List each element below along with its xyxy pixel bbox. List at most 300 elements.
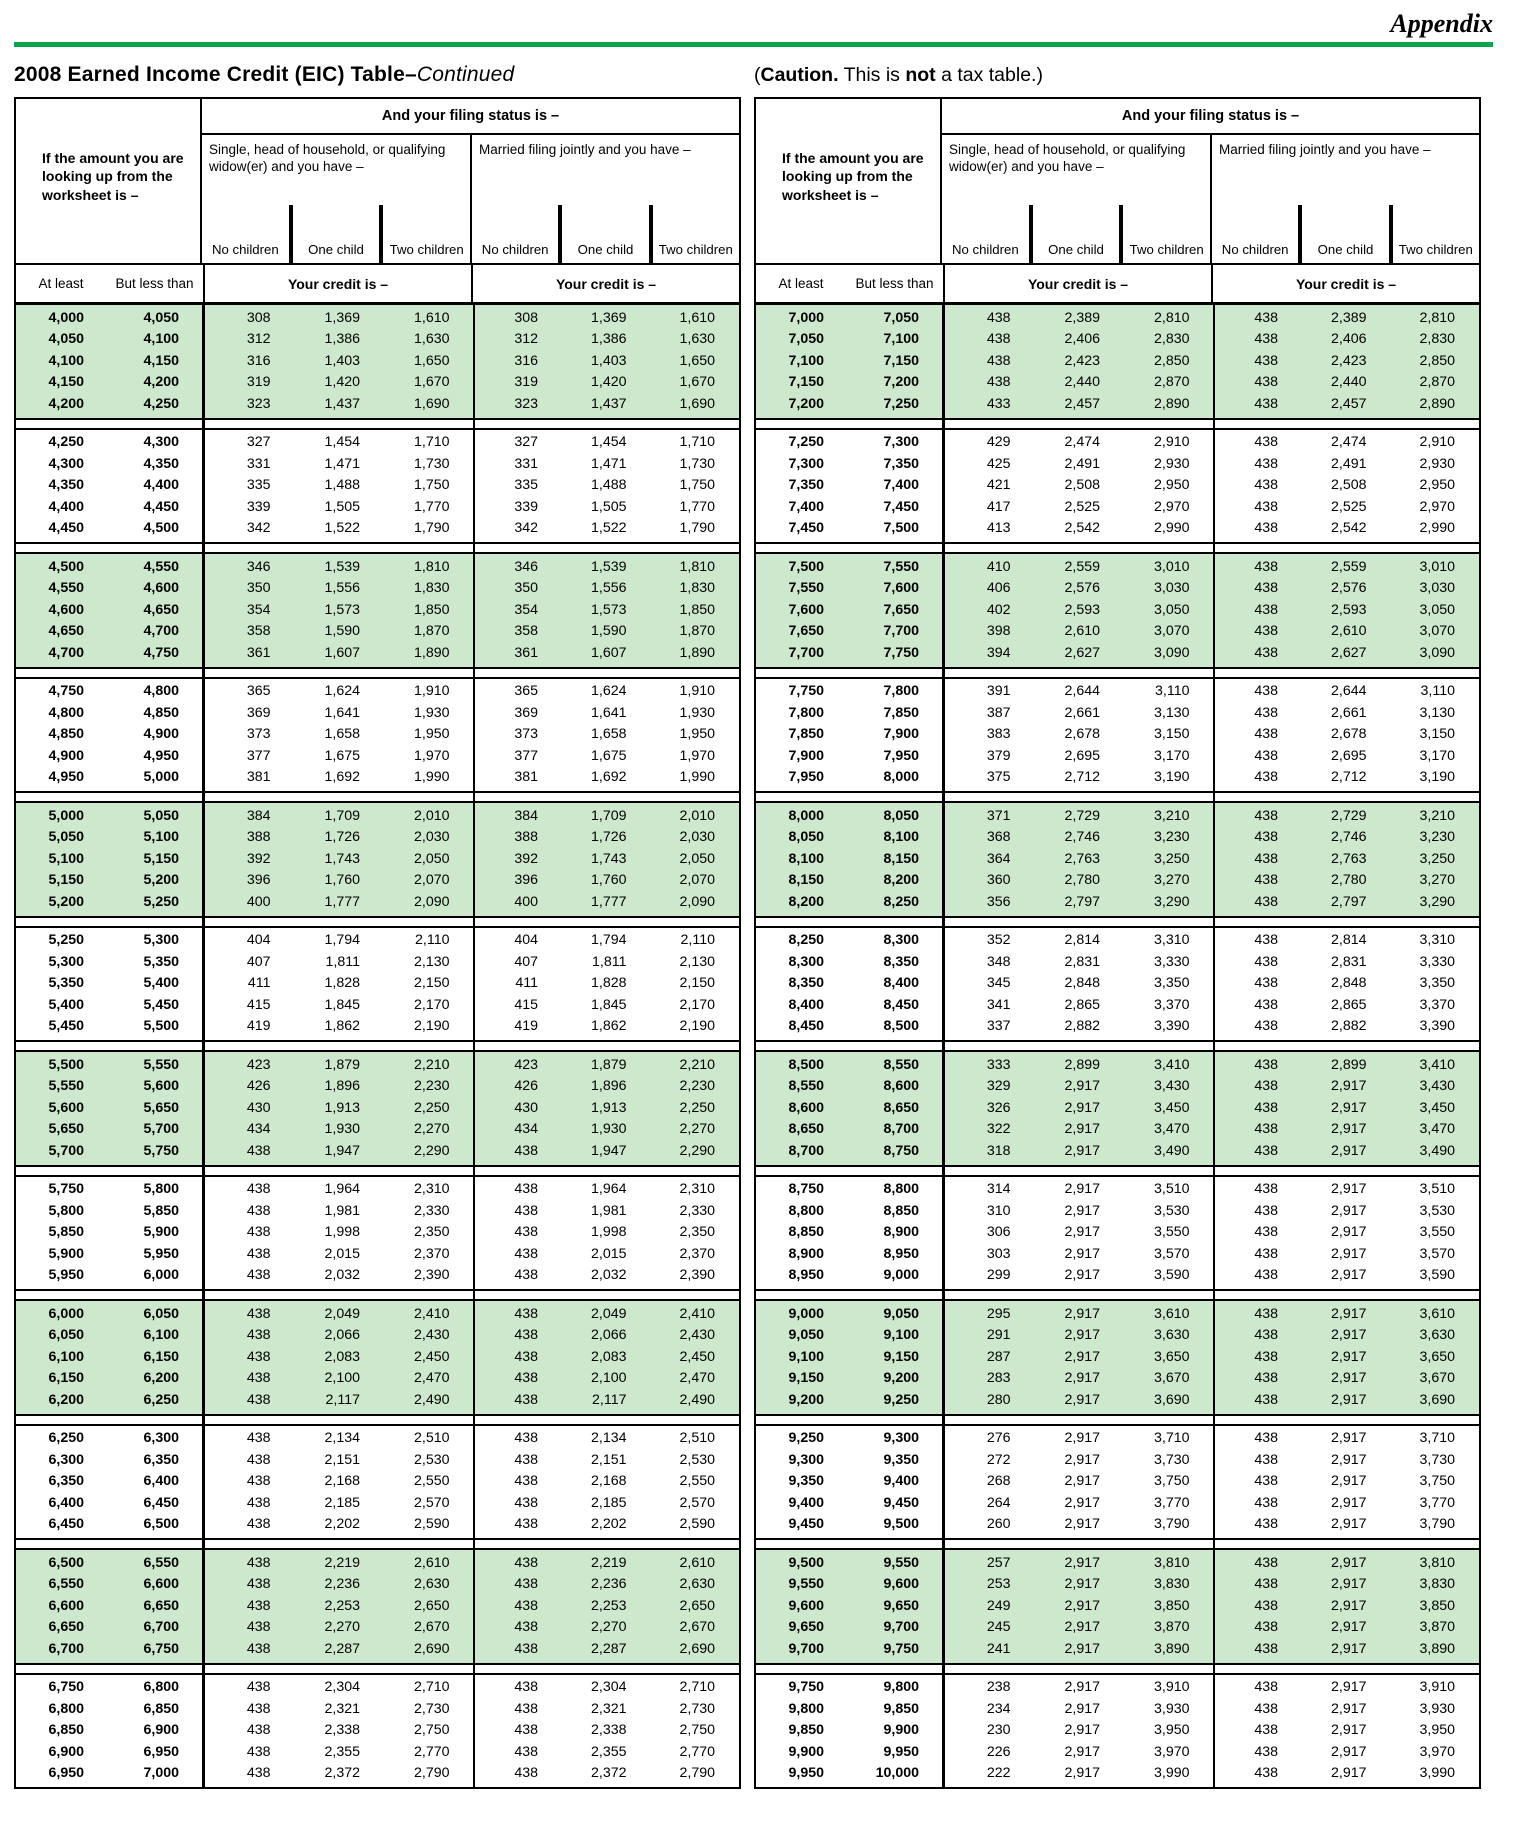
credit-cell: 2,770 <box>413 1743 450 1760</box>
credit-cell: 238 <box>986 1679 1011 1696</box>
amount-cell: 9,400 <box>788 1494 824 1511</box>
credit-cell: 2,150 <box>413 975 450 992</box>
credit-cell: 434 <box>246 1121 271 1138</box>
credit-cell: 1,950 <box>679 726 715 743</box>
amount-cell: 5,300 <box>143 932 179 949</box>
credit-cell: 2,130 <box>413 953 450 970</box>
credit-cell: 438 <box>514 1494 538 1511</box>
amount-cell: 9,000 <box>788 1305 824 1322</box>
credit-cell: 2,610 <box>1064 623 1100 640</box>
credit-cell: 1,890 <box>679 644 715 661</box>
credit-cell: 438 <box>1254 558 1278 575</box>
credit-cell: 358 <box>514 623 538 640</box>
amount-cell: 6,500 <box>143 1516 179 1533</box>
credit-cell: 1,610 <box>413 309 450 326</box>
credit-cell: 375 <box>986 769 1011 786</box>
credit-cell: 1,670 <box>413 374 450 391</box>
eic-table-row <box>16 307 739 329</box>
amount-cell: 8,250 <box>788 932 824 949</box>
credit-cell: 253 <box>986 1576 1011 1593</box>
amount-cell: 8,050 <box>788 829 824 846</box>
eic-table-row <box>16 1346 739 1368</box>
amount-cell: 6,350 <box>143 1451 179 1468</box>
credit-cell: 373 <box>514 726 538 743</box>
amount-cell: 8,850 <box>883 1202 919 1219</box>
credit-cell: 2,304 <box>590 1679 627 1696</box>
amount-cell: 4,700 <box>48 644 84 661</box>
eic-table-row <box>16 1200 739 1222</box>
credit-cell: 2,338 <box>324 1722 360 1739</box>
credit-cell: 2,850 <box>1153 352 1190 369</box>
credit-cell: 438 <box>246 1391 271 1408</box>
credit-cell: 2,917 <box>1330 1722 1367 1739</box>
credit-cell: 2,917 <box>1330 1494 1367 1511</box>
col-one-child: One child <box>289 205 380 264</box>
amount-cell: 4,050 <box>143 309 179 326</box>
credit-cell: 2,917 <box>1064 1430 1100 1447</box>
eic-row-group <box>16 1175 739 1292</box>
eic-table-row <box>16 518 739 540</box>
credit-cell: 2,730 <box>413 1700 450 1717</box>
amount-cell: 5,350 <box>143 953 179 970</box>
eic-table-row <box>756 1471 1479 1493</box>
table-body <box>756 305 1479 1787</box>
credit-cell: 241 <box>986 1640 1011 1657</box>
credit-cell: 1,981 <box>590 1202 627 1219</box>
left-title-continued: Continued <box>416 63 515 87</box>
credit-cell: 2,015 <box>590 1245 627 1262</box>
credit-cell: 438 <box>246 1430 271 1447</box>
credit-cell: 2,917 <box>1330 1554 1367 1571</box>
amount-cell: 6,800 <box>48 1700 84 1717</box>
credit-cell: 2,870 <box>1419 374 1455 391</box>
credit-cell: 2,304 <box>324 1679 360 1696</box>
amount-cell: 9,000 <box>883 1267 919 1284</box>
amount-cell: 6,950 <box>48 1765 84 1782</box>
credit-cell: 407 <box>514 953 538 970</box>
credit-cell: 2,930 <box>1419 455 1455 472</box>
credit-cell: 2,810 <box>1419 309 1455 326</box>
credit-cell: 2,917 <box>1064 1619 1100 1636</box>
credit-cell: 2,917 <box>1064 1391 1100 1408</box>
col-one-child: One child <box>1029 205 1120 264</box>
credit-cell: 404 <box>514 932 538 949</box>
credit-cell: 1,930 <box>679 704 715 721</box>
credit-cell: 3,210 <box>1153 807 1190 824</box>
credit-cell: 406 <box>986 580 1011 597</box>
amount-cell: 7,950 <box>788 769 824 786</box>
credit-cell: 438 <box>246 1267 271 1284</box>
filing-status-section <box>942 99 1479 263</box>
but-less-than-label: But less than <box>106 265 205 302</box>
amount-cell: 7,550 <box>883 558 919 575</box>
amount-cell: 9,250 <box>788 1430 824 1447</box>
credit-cell: 3,730 <box>1419 1451 1455 1468</box>
credit-cell: 3,970 <box>1153 1743 1190 1760</box>
credit-cell: 2,491 <box>1330 455 1367 472</box>
credit-cell: 2,270 <box>590 1619 627 1636</box>
eic-row-group <box>756 1050 1479 1167</box>
credit-cell: 3,850 <box>1419 1597 1455 1614</box>
col-no-children: No children <box>481 242 549 258</box>
credit-cell: 2,848 <box>1064 975 1100 992</box>
amount-cell: 5,150 <box>143 850 179 867</box>
credit-cell: 2,550 <box>679 1473 715 1490</box>
credit-cell: 2,287 <box>324 1640 360 1657</box>
credit-cell: 438 <box>1254 1224 1278 1241</box>
credit-cell: 2,910 <box>1153 434 1190 451</box>
amount-cell: 6,500 <box>48 1554 84 1571</box>
amount-cell: 7,050 <box>883 309 919 326</box>
credit-cell: 1,624 <box>324 683 360 700</box>
credit-cell: 3,110 <box>1420 683 1455 700</box>
eic-table-row <box>756 681 1479 703</box>
credit-cell: 312 <box>514 331 538 348</box>
eic-table-row <box>16 475 739 497</box>
credit-cell: 3,070 <box>1419 623 1455 640</box>
eic-table-row <box>16 1054 739 1076</box>
credit-cell: 1,369 <box>590 309 627 326</box>
credit-cell: 411 <box>247 975 271 992</box>
amount-cell: 5,900 <box>143 1224 179 1241</box>
credit-cell: 339 <box>514 498 538 515</box>
credit-cell: 3,710 <box>1153 1430 1190 1447</box>
credit-cell: 3,370 <box>1153 996 1190 1013</box>
credit-cell: 2,690 <box>413 1640 450 1657</box>
credit-cell: 3,530 <box>1419 1202 1455 1219</box>
credit-cell: 2,250 <box>679 1099 715 1116</box>
credit-cell: 2,015 <box>324 1245 360 1262</box>
credit-cell: 2,202 <box>324 1516 360 1533</box>
credit-cell: 438 <box>1254 747 1278 764</box>
credit-cell: 2,474 <box>1330 434 1367 451</box>
amount-cell: 4,650 <box>48 623 84 640</box>
credit-cell: 2,440 <box>1064 374 1100 391</box>
eic-row-group <box>16 677 739 794</box>
credit-cell: 1,471 <box>590 455 627 472</box>
credit-cell: 438 <box>1254 477 1278 494</box>
eic-row-group <box>756 1175 1479 1292</box>
credit-cell: 2,917 <box>1064 1451 1100 1468</box>
credit-cell: 2,917 <box>1064 1181 1100 1198</box>
credit-cell: 1,870 <box>413 623 450 640</box>
credit-cell: 2,917 <box>1064 1142 1100 1159</box>
credit-cell: 438 <box>1254 1473 1278 1490</box>
credit-cell: 407 <box>246 953 271 970</box>
amount-cell: 9,450 <box>883 1494 919 1511</box>
credit-cell: 438 <box>1254 1056 1278 1073</box>
credit-cell: 2,917 <box>1064 1078 1100 1095</box>
credit-cell: 1,692 <box>324 769 360 786</box>
eic-table-row <box>756 496 1479 518</box>
amount-cell: 4,150 <box>143 352 179 369</box>
amount-cell: 7,550 <box>788 580 824 597</box>
eic-table-row <box>16 1016 739 1038</box>
credit-cell: 1,650 <box>413 352 450 369</box>
amount-cell: 4,450 <box>48 520 84 537</box>
credit-cell: 1,709 <box>324 807 360 824</box>
eic-table-row <box>756 1595 1479 1617</box>
amount-cell: 5,250 <box>48 932 84 949</box>
credit-cell: 438 <box>1254 1181 1278 1198</box>
credit-cell: 2,910 <box>1419 434 1455 451</box>
credit-cell: 2,049 <box>590 1305 627 1322</box>
credit-cell: 2,410 <box>413 1305 450 1322</box>
credit-cell: 3,350 <box>1419 975 1455 992</box>
eic-row-group <box>16 1548 739 1665</box>
credit-cell: 438 <box>514 1679 538 1696</box>
credit-cell: 2,917 <box>1330 1597 1367 1614</box>
amount-cell: 8,900 <box>788 1245 824 1262</box>
credit-cell: 3,190 <box>1419 769 1455 786</box>
credit-cell: 3,330 <box>1419 953 1455 970</box>
credit-cell: 438 <box>1254 434 1278 451</box>
credit-cell: 1,670 <box>679 374 715 391</box>
credit-cell: 438 <box>246 1327 271 1344</box>
credit-cell: 2,321 <box>324 1700 360 1717</box>
col-two-children: Two children <box>649 205 739 264</box>
credit-cell: 438 <box>246 1348 271 1365</box>
col-two-children: Two children <box>1119 205 1210 264</box>
credit-cell: 3,610 <box>1153 1305 1190 1322</box>
amount-cell: 9,750 <box>788 1679 824 1696</box>
credit-cell: 268 <box>986 1473 1011 1490</box>
credit-cell: 295 <box>986 1305 1011 1322</box>
credit-cell: 1,420 <box>324 374 360 391</box>
credit-cell: 2,290 <box>679 1142 715 1159</box>
amount-cell: 7,150 <box>788 374 824 391</box>
credit-cell: 438 <box>1254 601 1278 618</box>
credit-cell: 316 <box>246 352 271 369</box>
credit-cell: 438 <box>1254 1722 1278 1739</box>
amount-cell: 6,200 <box>143 1370 179 1387</box>
credit-cell: 2,070 <box>413 872 450 889</box>
credit-cell: 360 <box>986 872 1011 889</box>
eic-table-row <box>16 1119 739 1141</box>
credit-cell: 3,010 <box>1419 558 1455 575</box>
credit-cell: 438 <box>246 1181 271 1198</box>
credit-cell: 1,896 <box>590 1078 627 1095</box>
eic-table-row <box>756 805 1479 827</box>
amount-cell: 6,900 <box>48 1743 84 1760</box>
credit-cell: 2,917 <box>1064 1722 1100 1739</box>
credit-cell: 438 <box>1254 1619 1278 1636</box>
credit-cell: 404 <box>246 932 271 949</box>
amount-cell: 7,300 <box>883 434 919 451</box>
credit-cell: 2,797 <box>1330 893 1367 910</box>
credit-cell: 1,947 <box>590 1142 627 1159</box>
credit-cell: 423 <box>246 1056 271 1073</box>
eic-table-row <box>756 1200 1479 1222</box>
credit-cell: 438 <box>514 1305 538 1322</box>
amount-cell: 8,500 <box>788 1056 824 1073</box>
credit-cell: 1,870 <box>679 623 715 640</box>
credit-cell: 331 <box>514 455 538 472</box>
eic-row-group <box>16 1424 739 1541</box>
credit-cell: 3,010 <box>1153 558 1190 575</box>
credit-cell: 2,917 <box>1330 1700 1367 1717</box>
credit-cell: 249 <box>986 1597 1011 1614</box>
amount-cell: 8,650 <box>788 1121 824 1138</box>
eic-table-row <box>756 1677 1479 1699</box>
amount-cell: 4,350 <box>143 455 179 472</box>
eic-table-row <box>756 1368 1479 1390</box>
eic-row-group <box>756 801 1479 918</box>
credit-cell: 434 <box>514 1121 538 1138</box>
amount-cell: 9,700 <box>883 1619 919 1636</box>
amount-cell: 9,900 <box>788 1743 824 1760</box>
credit-cell: 387 <box>986 704 1011 721</box>
amount-cell: 8,750 <box>788 1181 824 1198</box>
amount-cell: 8,950 <box>788 1267 824 1284</box>
amount-cell: 7,000 <box>143 1765 179 1782</box>
credit-cell: 323 <box>514 395 538 412</box>
eic-table-row <box>16 1097 739 1119</box>
credit-cell: 2,576 <box>1064 580 1100 597</box>
eic-table-row <box>756 475 1479 497</box>
amount-cell: 7,750 <box>788 683 824 700</box>
credit-cell: 1,830 <box>679 580 715 597</box>
credit-cell: 1,386 <box>590 331 627 348</box>
credit-cell: 3,450 <box>1419 1099 1455 1116</box>
eic-table-row <box>756 1016 1479 1038</box>
credit-cell: 1,910 <box>679 683 715 700</box>
credit-cell: 1,811 <box>325 953 360 970</box>
credit-cell: 2,610 <box>1330 623 1367 640</box>
credit-cell: 2,150 <box>679 975 715 992</box>
credit-cell: 2,917 <box>1330 1516 1367 1533</box>
amount-cell: 6,200 <box>48 1391 84 1408</box>
credit-cell: 3,070 <box>1153 623 1190 640</box>
eic-table-row <box>756 973 1479 995</box>
credit-cell: 2,917 <box>1064 1743 1100 1760</box>
credit-cell: 438 <box>1254 1765 1278 1782</box>
credit-cell: 3,150 <box>1419 726 1455 743</box>
credit-cell: 3,570 <box>1153 1245 1190 1262</box>
credit-cell: 2,678 <box>1330 726 1367 743</box>
married-column-group <box>470 135 739 264</box>
credit-cell: 2,627 <box>1064 644 1100 661</box>
eic-row-group <box>756 677 1479 794</box>
credit-cell: 2,831 <box>1330 953 1367 970</box>
credit-cell: 2,917 <box>1064 1224 1100 1241</box>
credit-cell: 2,389 <box>1064 309 1100 326</box>
credit-cell: 438 <box>1254 1245 1278 1262</box>
credit-cell: 2,372 <box>590 1765 627 1782</box>
credit-cell: 1,488 <box>590 477 627 494</box>
credit-cell: 438 <box>1254 1018 1278 1035</box>
credit-cell: 358 <box>246 623 271 640</box>
eic-table-row <box>756 767 1479 789</box>
credit-cell: 3,270 <box>1153 872 1190 889</box>
amount-cell: 6,250 <box>48 1430 84 1447</box>
eic-table-row <box>756 1303 1479 1325</box>
credit-cell: 1,658 <box>324 726 360 743</box>
credit-cell: 2,970 <box>1419 498 1455 515</box>
eic-row-group <box>756 552 1479 669</box>
credit-cell: 3,210 <box>1419 807 1455 824</box>
credit-cell: 438 <box>1254 1099 1278 1116</box>
but-less-than-label: But less than <box>846 265 945 302</box>
eic-table-row <box>756 1741 1479 1763</box>
amount-cell: 8,400 <box>788 996 824 1013</box>
credit-cell: 322 <box>986 1121 1011 1138</box>
eic-table-row <box>756 1428 1479 1450</box>
credit-cell: 3,950 <box>1419 1722 1455 1739</box>
credit-cell: 2,610 <box>679 1554 715 1571</box>
filing-status-section <box>202 99 739 263</box>
credit-cell: 260 <box>986 1516 1011 1533</box>
amount-cell: 4,350 <box>48 477 84 494</box>
credit-cell: 3,330 <box>1153 953 1190 970</box>
col-no-children: No children <box>211 242 279 258</box>
credit-cell: 342 <box>246 520 271 537</box>
credit-cell: 1,630 <box>413 331 450 348</box>
amount-cell: 8,150 <box>883 850 919 867</box>
credit-cell: 438 <box>246 1473 271 1490</box>
amount-cell: 5,850 <box>143 1202 179 1219</box>
credit-cell: 2,270 <box>679 1121 715 1138</box>
amount-cell: 9,550 <box>788 1576 824 1593</box>
credit-cell: 308 <box>514 309 538 326</box>
credit-cell: 3,650 <box>1153 1348 1190 1365</box>
credit-cell: 3,770 <box>1419 1494 1455 1511</box>
eic-table-row <box>16 642 739 664</box>
credit-cell: 3,750 <box>1419 1473 1455 1490</box>
credit-cell: 346 <box>514 558 538 575</box>
credit-cell: 2,712 <box>1330 769 1367 786</box>
credit-cell: 438 <box>514 1597 538 1614</box>
amount-cell: 9,050 <box>788 1327 824 1344</box>
eic-table-row <box>16 848 739 870</box>
amount-cell: 6,650 <box>48 1619 84 1636</box>
eic-table-row <box>16 1076 739 1098</box>
credit-cell: 3,950 <box>1153 1722 1190 1739</box>
credit-cell: 3,510 <box>1419 1181 1455 1198</box>
credit-cell: 1,573 <box>324 601 360 618</box>
amount-cell: 6,450 <box>143 1494 179 1511</box>
credit-cell: 1,970 <box>679 747 715 764</box>
credit-cell: 1,970 <box>413 747 450 764</box>
credit-cell: 2,100 <box>590 1370 627 1387</box>
at-least-label: At least <box>38 276 84 292</box>
credit-cell: 438 <box>514 1430 538 1447</box>
eic-table-row <box>756 951 1479 973</box>
amount-cell: 9,250 <box>883 1391 919 1408</box>
credit-cell: 438 <box>1254 726 1278 743</box>
amount-cell: 6,100 <box>143 1327 179 1344</box>
amount-cell: 9,300 <box>883 1430 919 1447</box>
amount-cell: 6,600 <box>48 1597 84 1614</box>
amount-cell: 4,250 <box>143 395 179 412</box>
credit-cell: 438 <box>1254 893 1278 910</box>
credit-cell: 2,430 <box>413 1327 450 1344</box>
credit-cell: 438 <box>246 1743 271 1760</box>
credit-cell: 2,917 <box>1064 1099 1100 1116</box>
credit-cell: 2,219 <box>590 1554 627 1571</box>
amount-cell: 4,100 <box>143 331 179 348</box>
credit-cell: 2,930 <box>1153 455 1190 472</box>
credit-cell: 1,811 <box>592 953 627 970</box>
amount-cell: 4,300 <box>48 455 84 472</box>
eic-table-row <box>16 1325 739 1347</box>
amount-cell: 5,150 <box>48 872 84 889</box>
credit-cell: 2,917 <box>1330 1370 1367 1387</box>
amount-cell: 5,600 <box>143 1078 179 1095</box>
credit-cell: 438 <box>986 309 1011 326</box>
credit-cell: 1,650 <box>679 352 715 369</box>
credit-cell: 348 <box>986 953 1011 970</box>
